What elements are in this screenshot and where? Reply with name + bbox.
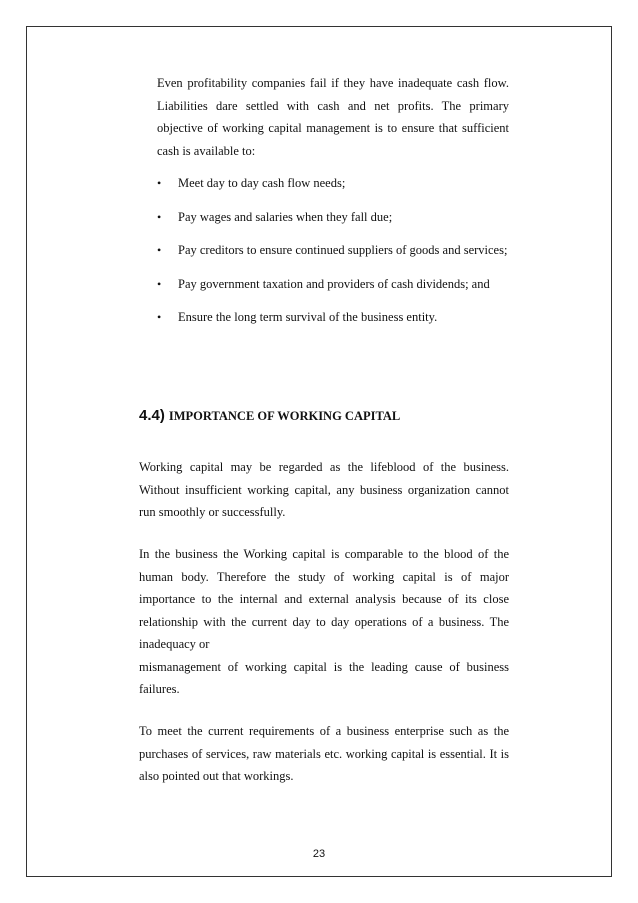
list-item-text: Ensure the long term survival of the business entity.: [178, 310, 438, 324]
section-title: IMPORTANCE OF WORKING CAPITAL: [168, 409, 401, 423]
bullet-icon: •: [157, 209, 162, 224]
paragraph-blood-analogy: [139, 543, 509, 701]
list-item: [157, 239, 509, 262]
bullet-icon: •: [157, 310, 162, 324]
bullet-icon: •: [157, 176, 162, 190]
paragraph-blood-analogy-part1: In the business the Working capital is comparable to the blood of the human body. Therefore the study of working capital is of major importance to the internal and external analysis because of its close relationship with the current day to day operations of a business. The inadequacy or: [139, 547, 509, 651]
bullet-list: [157, 172, 509, 329]
paragraph-lifeblood: Working capital may be regarded as the lifeblood of the business. Without insufficient working capital, any business organization cannot run smoothly or successfully.: [139, 460, 509, 519]
section-heading: [139, 407, 519, 425]
list-item-text: Pay government taxation and providers of cash dividends; and: [178, 276, 490, 291]
section-number: 4.4): [139, 407, 165, 424]
paragraph-blood-analogy-part2: mismanagement of working capital is the leading cause of business failures.: [139, 659, 509, 696]
list-item-text: Pay creditors to ensure continued suppliers of goods and services;: [178, 243, 508, 257]
list-item-text: Meet day to day cash flow needs;: [178, 176, 346, 190]
page-number: 23: [312, 848, 326, 860]
bullet-icon: •: [157, 276, 162, 291]
list-item: [157, 306, 509, 329]
paragraph-requirements: To meet the current requirements of a business enterprise such as the purchases of services, raw materials etc. working capital is essential. It is also pointed out that workings.: [139, 724, 509, 783]
list-item: [157, 206, 509, 229]
intro-paragraph: Even profitability companies fail if they have inadequate cash flow. Liabilities dare settled with cash and net profits. The primary objective of working capital management is to ensure that sufficient cash is available to:: [157, 76, 509, 158]
bullet-icon: •: [157, 243, 162, 257]
list-item: [157, 273, 509, 296]
list-item: [157, 172, 509, 195]
list-item-text: Pay wages and salaries when they fall due;: [178, 209, 393, 224]
